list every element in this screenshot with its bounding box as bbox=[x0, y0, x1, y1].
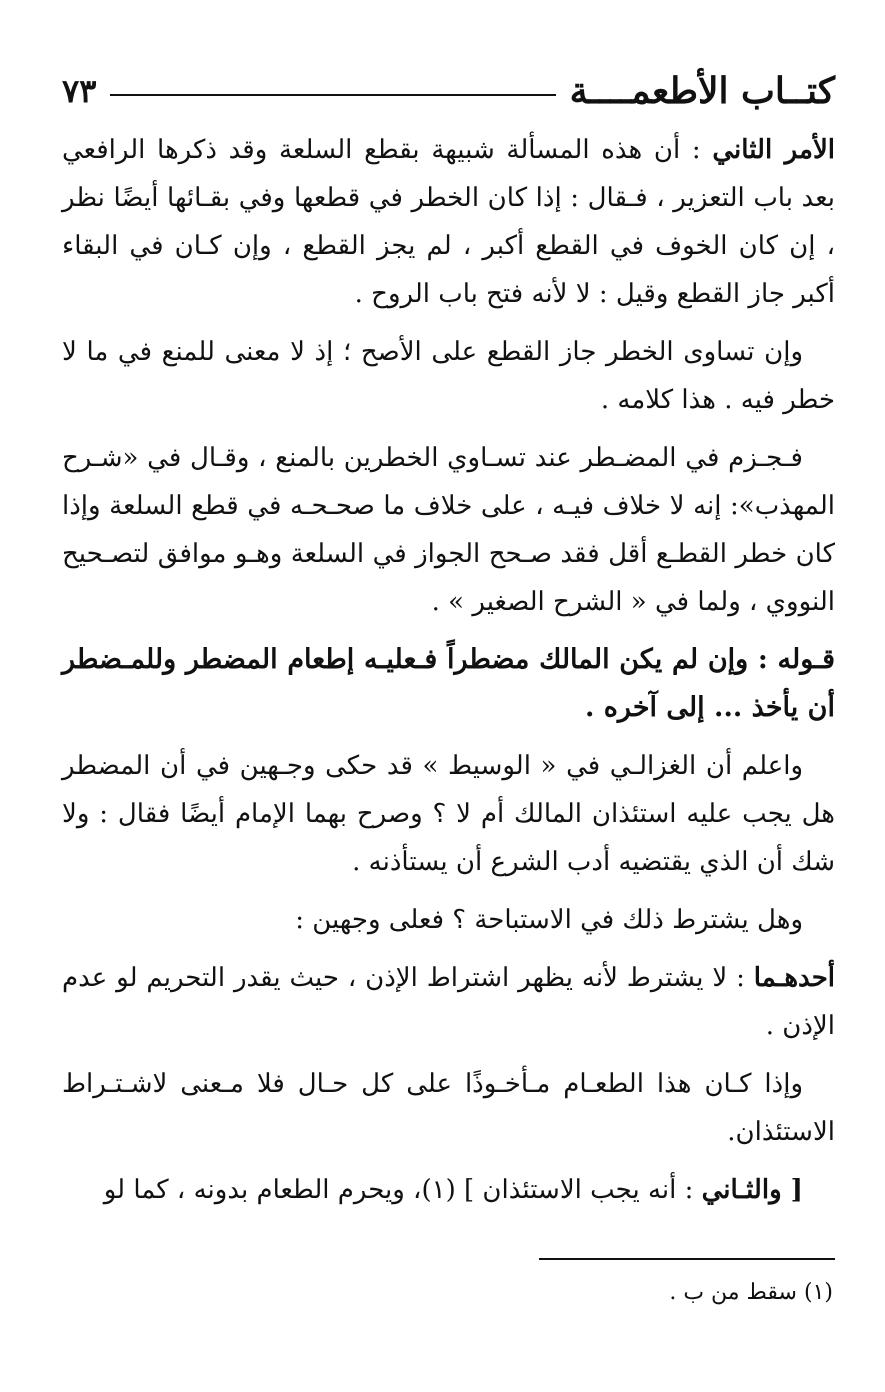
paragraph-text: فـجـزم في المضـطر عند تسـاوي الخطرين بالمنع ، وقـال في «شـرح المهذب»: إنه لا خلاف فيـه ، على خلاف ما صحـحـه في قطع السلعة وإذا كان خطر القطـع أقل فقد صـحح الجواز في السلعة وهـو موافق لتصـحيح النووي ، ولما في « الشرح الصغير » . bbox=[62, 443, 835, 617]
page-header bbox=[62, 62, 835, 120]
section-heading bbox=[62, 636, 835, 732]
paragraph bbox=[62, 954, 835, 1050]
page-number: ٧٣ bbox=[62, 72, 97, 110]
paragraph-text: وإن تساوى الخطر جاز القطع على الأصح ؛ إذ لا معنى للمنع في ما لا خطر فيه . هذا كلامه . bbox=[62, 337, 835, 415]
header-rule bbox=[110, 94, 555, 96]
paragraph-text: وهل يشترط ذلك في الاستباحة ؟ فعلى وجهين : bbox=[295, 905, 803, 935]
paragraph-text: واعلم أن الغزالـي في « الوسيط » قد حكى وجـهين في أن المضطر هل يجب عليه استئذان المالك أم لا ؟ وصرح بهما الإمام أيضًا فقال : ولا شك أن الذي يقتضيه أدب الشرع أن يستأذنه . bbox=[62, 751, 835, 877]
paragraph-text: : أن هذه المسألة شبيهة بقطع السلعة وقد ذكرها الرافعي بعد باب التعزير ، فـقال : إذا كان الخطر في قطعها وفي بقـائها أيضًا نظر ، إن كان الخوف في القطع أكبر ، لم يجز القطع ، وإن كـان في البقاء أكبر جاز القطع وقيل : لا لأنه فتح باب الروح . bbox=[62, 135, 835, 309]
paragraph bbox=[62, 1060, 835, 1156]
body-text bbox=[62, 126, 835, 1214]
paragraph-lead: [ والثـاني bbox=[701, 1175, 803, 1205]
paragraph-lead: الأمر الثاني bbox=[712, 135, 835, 165]
paragraph bbox=[62, 126, 835, 318]
footnote-separator bbox=[539, 1258, 835, 1260]
paragraph bbox=[62, 434, 835, 626]
paragraph-text: : لا يشترط لأنه يظهر اشتراط الإذن ، حيث يقدر التحريم لو عدم الإذن . bbox=[62, 963, 835, 1041]
footnote: (١) سقط من ب . bbox=[669, 1280, 833, 1305]
paragraph bbox=[62, 742, 835, 886]
paragraph-lead: أحدهـما bbox=[753, 963, 835, 993]
paragraph bbox=[62, 328, 835, 424]
paragraph-text: : أنه يجب الاستئذان ] (١)، ويحرم الطعام بدونه ، كما لو bbox=[103, 1175, 702, 1205]
paragraph bbox=[62, 1166, 835, 1214]
paragraph bbox=[62, 896, 835, 944]
heading-text: قـوله : وإن لم يكن المالك مضطراً فـعليـه إطعام المضطر وللمـضطر أن يأخذ ... إلى آخره . bbox=[62, 644, 835, 723]
paragraph-text: وإذا كـان هذا الطعـام مـأخـوذًا على كل حـال فلا مـعنى لاشـتـراط الاستئذان. bbox=[62, 1069, 835, 1147]
running-title: كتــاب الأطعمــــة bbox=[569, 70, 835, 112]
